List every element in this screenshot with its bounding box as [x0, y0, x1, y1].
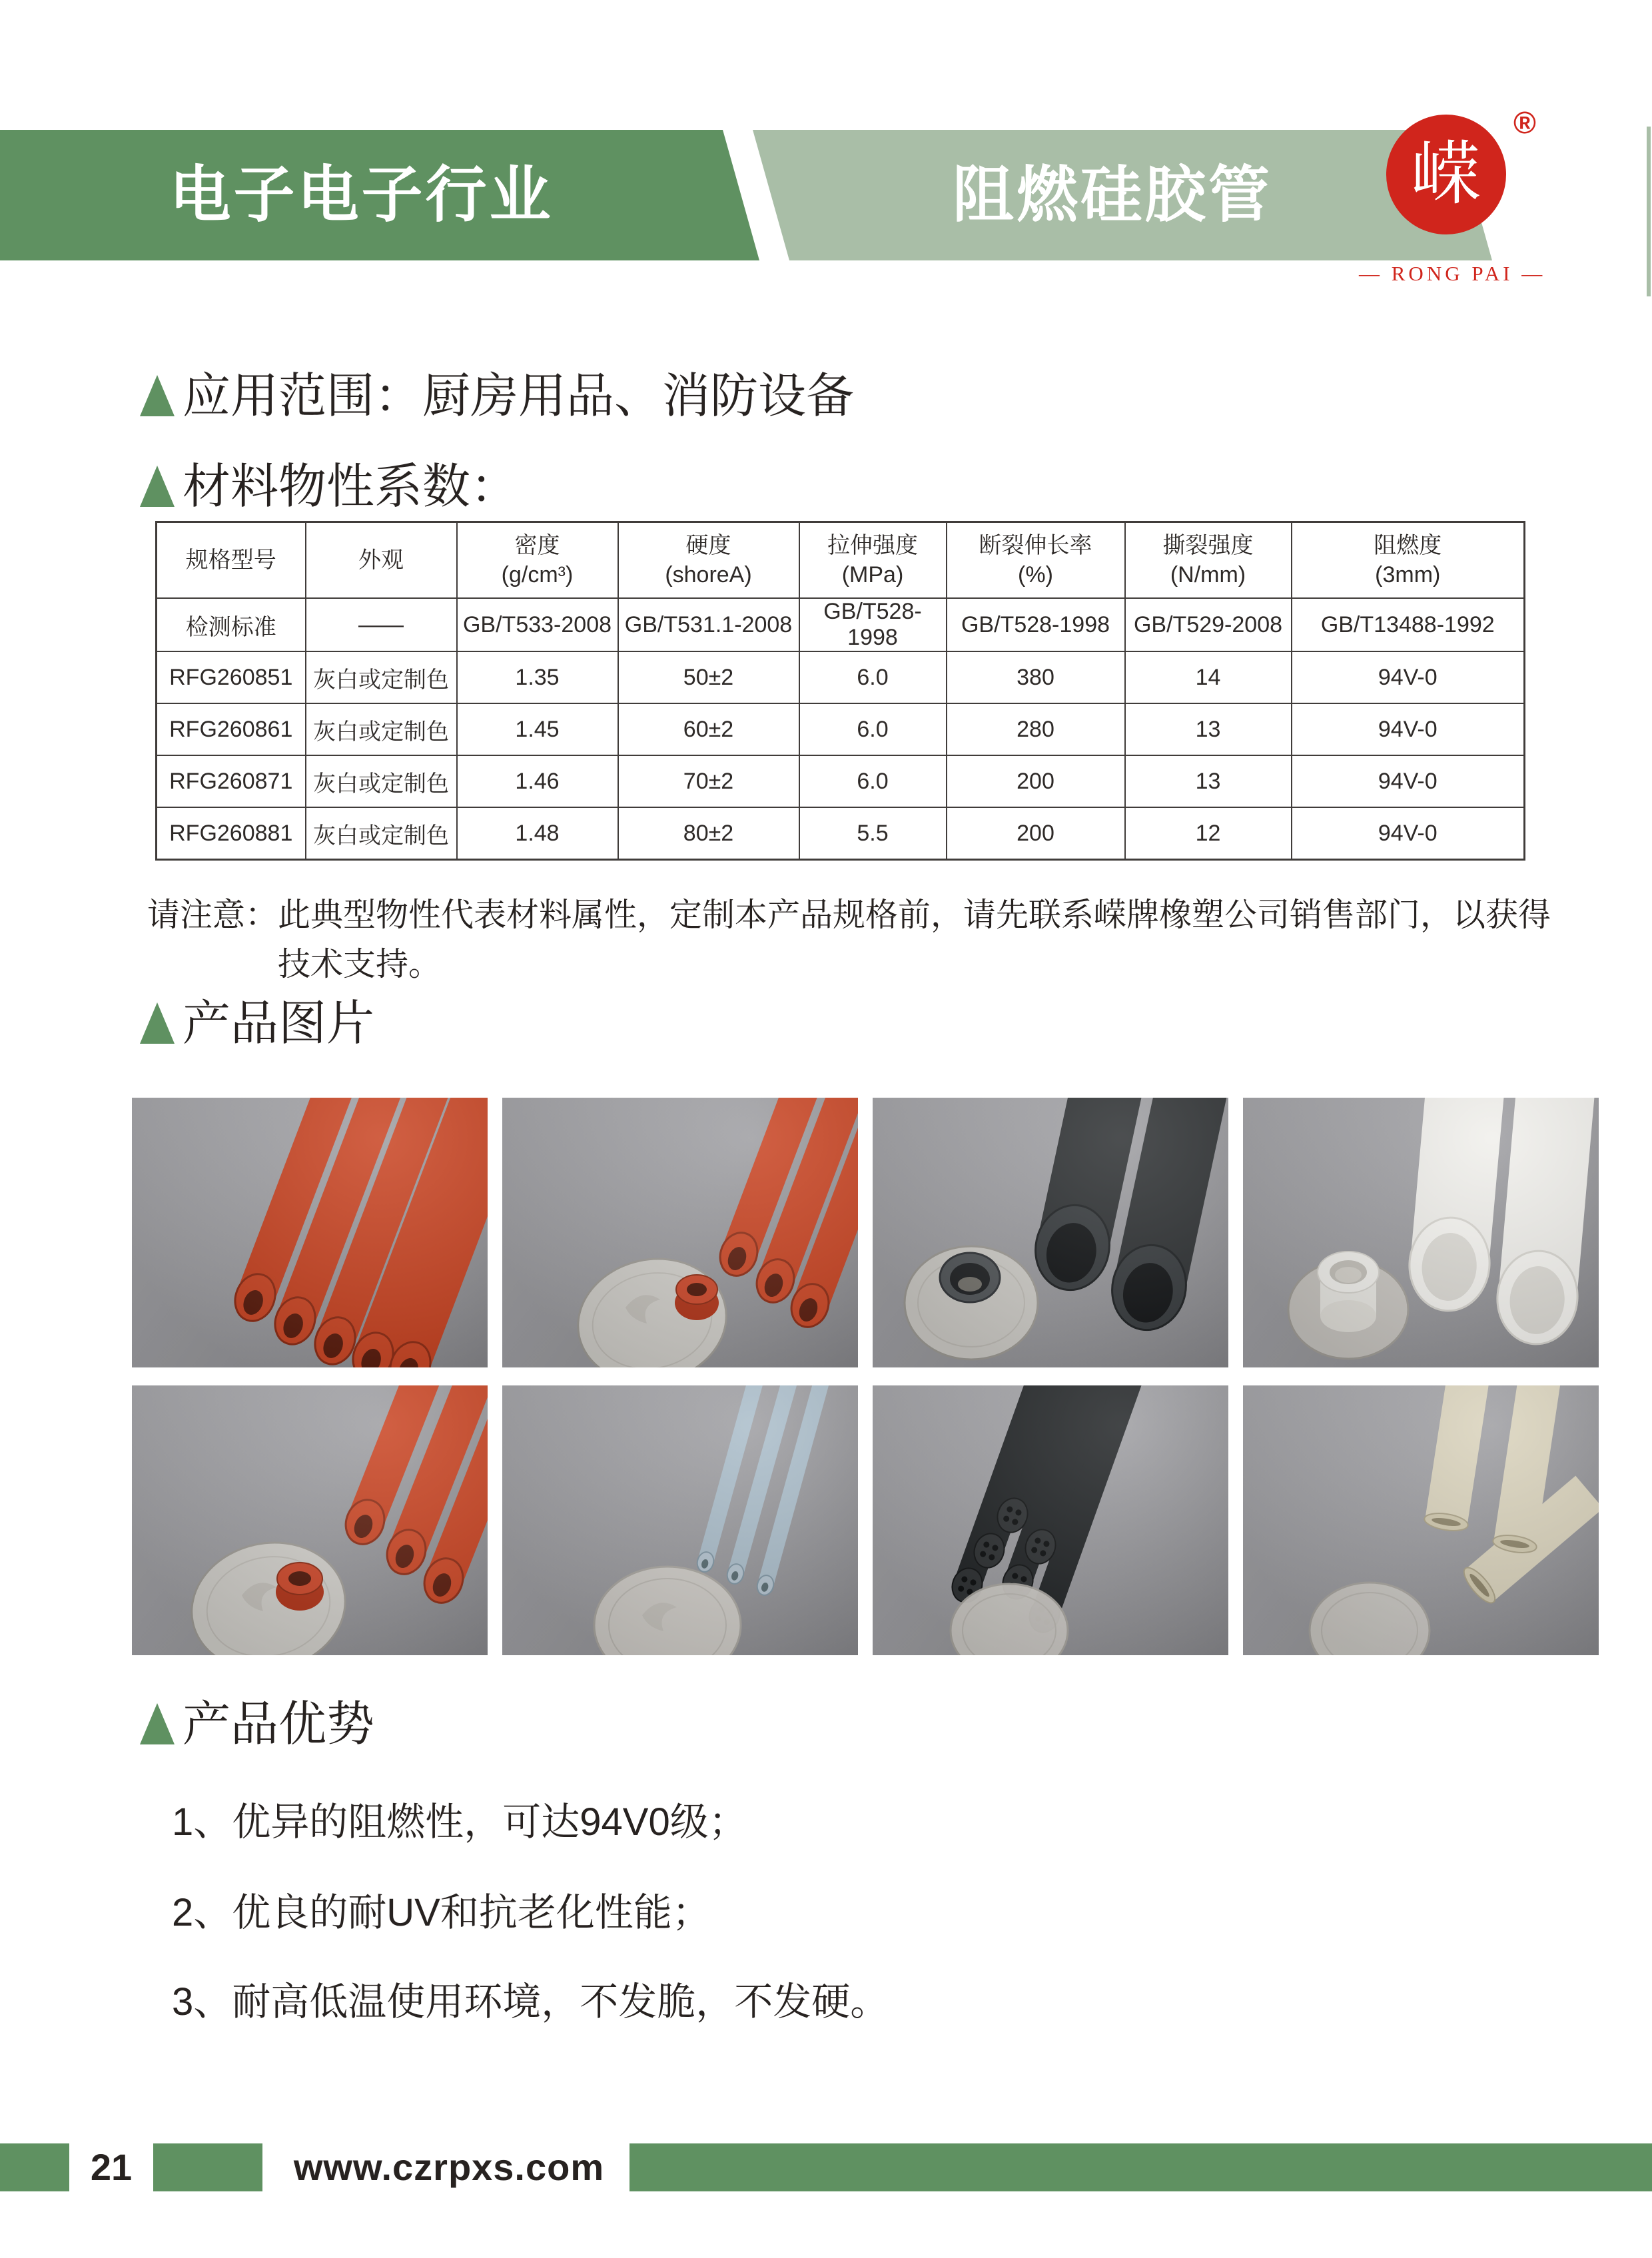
industry-title: 电子电子行业	[169, 161, 554, 229]
table-cell: 80±2	[618, 807, 799, 860]
material-properties-table-wrap	[155, 521, 1525, 861]
column-header: 断裂伸长率 (%)	[947, 522, 1125, 599]
triangle-bullet-icon	[140, 375, 175, 416]
table-cell: GB/T529-2008	[1125, 598, 1292, 651]
table-cell: GB/T531.1-2008	[618, 598, 799, 651]
table-cell: 灰白或定制色	[306, 651, 457, 703]
brand-logo	[1359, 57, 1545, 290]
table-cell: 60±2	[618, 703, 799, 755]
table-cell: ——	[306, 598, 457, 651]
photo-blue-thin-tubes-coin	[502, 1385, 858, 1655]
page-number: 21	[90, 2146, 133, 2188]
table-cell: 6.0	[799, 703, 947, 755]
table-cell: 70±2	[618, 755, 799, 807]
product-title: 阻燃硅胶管	[952, 161, 1272, 229]
footer-accent-bar	[629, 2143, 1652, 2191]
table-row	[157, 703, 1525, 755]
photo-beige-flat-tubes-coin	[1243, 1385, 1599, 1655]
table-row	[157, 598, 1525, 651]
brand-name: — RONG PAI —	[1359, 262, 1546, 285]
table-cell: 5.5	[799, 807, 947, 860]
table-cell: 280	[947, 703, 1125, 755]
table-row	[157, 651, 1525, 703]
table-cell: 94V-0	[1292, 807, 1525, 860]
column-header: 外观	[306, 522, 457, 599]
photo-red-tubes-coin-grommet	[502, 1098, 858, 1367]
photo-red-tubes-coin-grommet-2	[132, 1385, 488, 1655]
photo-five-red-tubes-fanned	[132, 1098, 488, 1367]
table-cell: 1.46	[457, 755, 618, 807]
advantage-item-1: 1、优异的阻燃性，可达94V0级；	[172, 1800, 747, 1844]
table-cell: 1.35	[457, 651, 618, 703]
table-cell: 14	[1125, 651, 1292, 703]
table-cell: 200	[947, 755, 1125, 807]
table-cell: 94V-0	[1292, 703, 1525, 755]
table-cell: RFG260851	[157, 651, 306, 703]
page-edge-accent	[1647, 127, 1651, 296]
table-cell: RFG260861	[157, 703, 306, 755]
section-material-properties	[140, 461, 518, 514]
section-advantages	[140, 1698, 374, 1751]
note-line-2: 技术支持。	[278, 946, 442, 982]
table-cell: RFG260871	[157, 755, 306, 807]
column-header: 规格型号	[157, 522, 306, 599]
note-line-1: 请注意：此典型物性代表材料属性，定制本产品规格前，请先联系嵘牌橡塑公司销售部门，以获得	[147, 897, 1551, 933]
table-header-row	[157, 522, 1525, 599]
footer-accent-block-left	[0, 2143, 69, 2191]
column-header: 撕裂强度 (N/mm)	[1125, 522, 1292, 599]
table-cell: 灰白或定制色	[306, 755, 457, 807]
table-row	[157, 807, 1525, 860]
triangle-bullet-icon	[140, 466, 175, 507]
triangle-bullet-icon	[140, 1703, 175, 1744]
table-cell: GB/T528-1998	[947, 598, 1125, 651]
section-title: 材料物性系数：	[183, 460, 519, 514]
registered-mark: ®	[1513, 105, 1536, 140]
table-cell: 94V-0	[1292, 755, 1525, 807]
website-url: www.czrpxs.com	[293, 2146, 605, 2188]
table-cell: 灰白或定制色	[306, 703, 457, 755]
section-title: 应用范围：厨房用品、消防设备	[183, 370, 855, 423]
column-header: 硬度 (shoreA)	[618, 522, 799, 599]
logo-glyph: 嵘	[1411, 137, 1481, 213]
photo-black-multihole-tubes-coin	[873, 1385, 1228, 1655]
table-cell: RFG260881	[157, 807, 306, 860]
table-cell: GB/T533-2008	[457, 598, 618, 651]
photo-black-tubes-coin-grommet	[873, 1098, 1228, 1367]
table-cell: GB/T13488-1992	[1292, 598, 1525, 651]
footer-accent-block-mid	[153, 2143, 262, 2191]
table-cell: 灰白或定制色	[306, 807, 457, 860]
table-cell: 1.45	[457, 703, 618, 755]
table-cell: 6.0	[799, 755, 947, 807]
table-cell: 1.48	[457, 807, 618, 860]
table-cell: 50±2	[618, 651, 799, 703]
table-cell: 200	[947, 807, 1125, 860]
column-header: 阻燃度 (3mm)	[1292, 522, 1525, 599]
column-header: 密度 (g/cm³)	[457, 522, 618, 599]
table-cell: 检测标准	[157, 598, 306, 651]
logo-seal-icon	[1383, 111, 1509, 238]
table-cell: 380	[947, 651, 1125, 703]
table-cell: 12	[1125, 807, 1292, 860]
table-row	[157, 755, 1525, 807]
properties-table	[155, 521, 1525, 861]
triangle-bullet-icon	[140, 1002, 175, 1044]
advantage-item-3: 3、耐高低温使用环境，不发脆，不发硬。	[172, 1980, 889, 2024]
photo-white-tubes-coin-grommet	[1243, 1098, 1599, 1367]
section-title: 产品图片	[183, 997, 375, 1050]
table-cell: 6.0	[799, 651, 947, 703]
table-cell: 94V-0	[1292, 651, 1525, 703]
table-cell: 13	[1125, 755, 1292, 807]
table-cell: 13	[1125, 703, 1292, 755]
section-application	[140, 370, 854, 423]
column-header: 拉伸强度 (MPa)	[799, 522, 947, 599]
section-product-photos	[140, 998, 374, 1050]
table-note	[147, 891, 1559, 989]
table-cell: GB/T528-1998	[799, 598, 947, 651]
section-title: 产品优势	[183, 1698, 375, 1751]
advantage-item-2: 2、优良的耐UV和抗老化性能；	[172, 1891, 711, 1934]
